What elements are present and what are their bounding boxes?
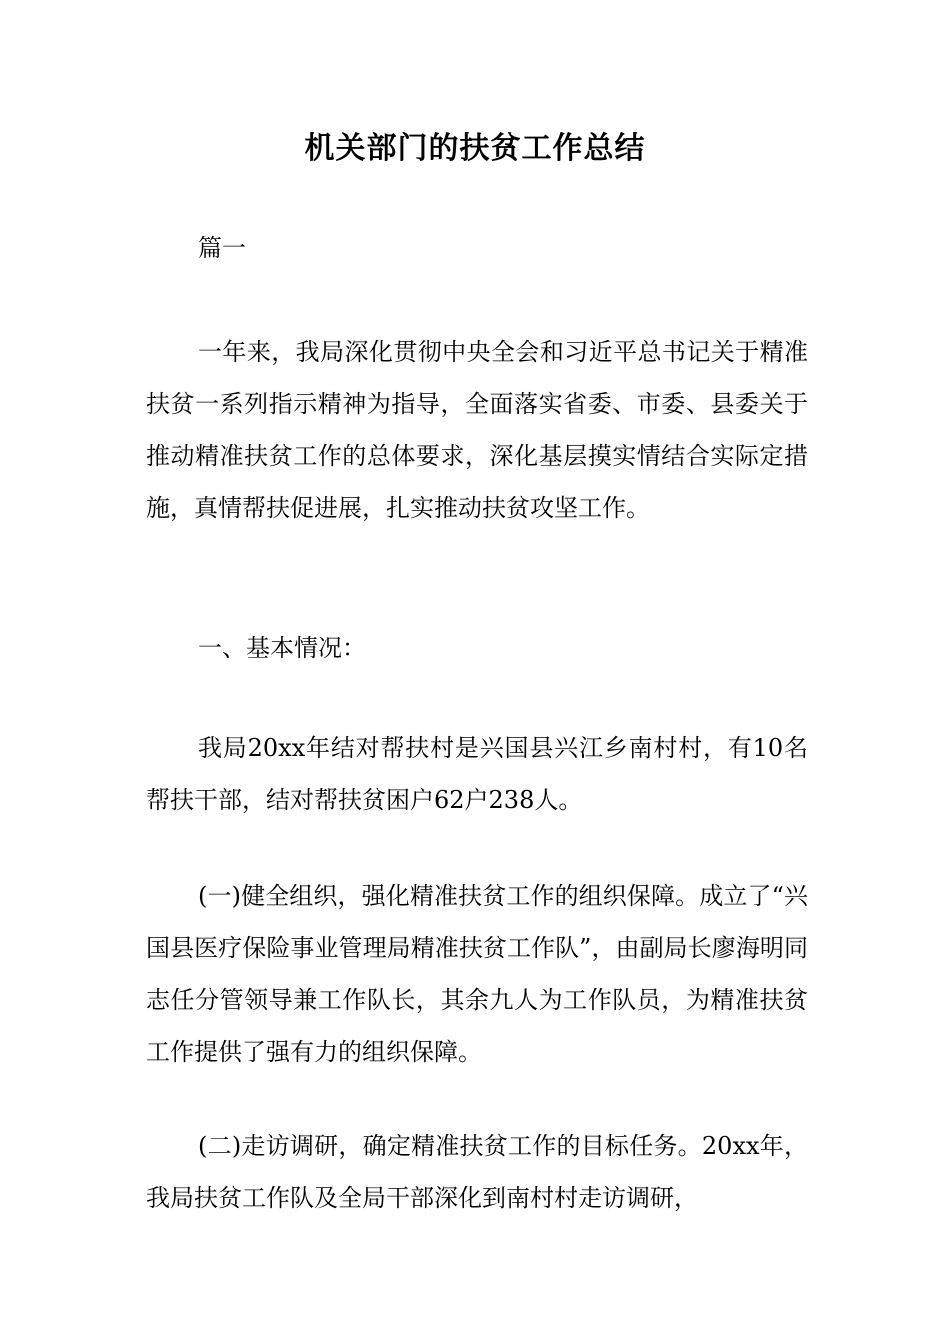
heading-basic-situation: 一、基本情况： — [198, 634, 366, 662]
paragraph-basic-situation: 我局20xx年结对帮扶村是兴国县兴江乡南村村，有10名帮扶干部，结对帮扶贫困户62户238人。 — [146, 734, 808, 814]
paragraph-organization: (一)健全组织，强化精准扶贫工作的组织保障。成立了“兴国县医疗保险事业管理局精准扶贫工作队”，由副局长廖海明同志任分管领导兼工作队长，其余九人为工作队员，为精准扶贫工作提供了强有力的组织保障。 — [146, 882, 808, 1066]
paragraph-survey: (二)走访调研，确定精准扶贫工作的目标任务。20xx年，我局扶贫工作队及全局干部深化到南村村走访调研， — [146, 1132, 808, 1212]
document-title: 机关部门的扶贫工作总结 — [304, 131, 646, 166]
paragraph-intro: 一年来，我局深化贯彻中央全会和习近平总书记关于精准扶贫一系列指示精神为指导，全面落实省委、市委、县委关于推动精准扶贫工作的总体要求，深化基层摸实情结合实际定措施，真情帮扶促进展，扎实推动扶贫攻坚工作。 — [146, 338, 808, 522]
section-label: 篇一 — [198, 234, 246, 262]
